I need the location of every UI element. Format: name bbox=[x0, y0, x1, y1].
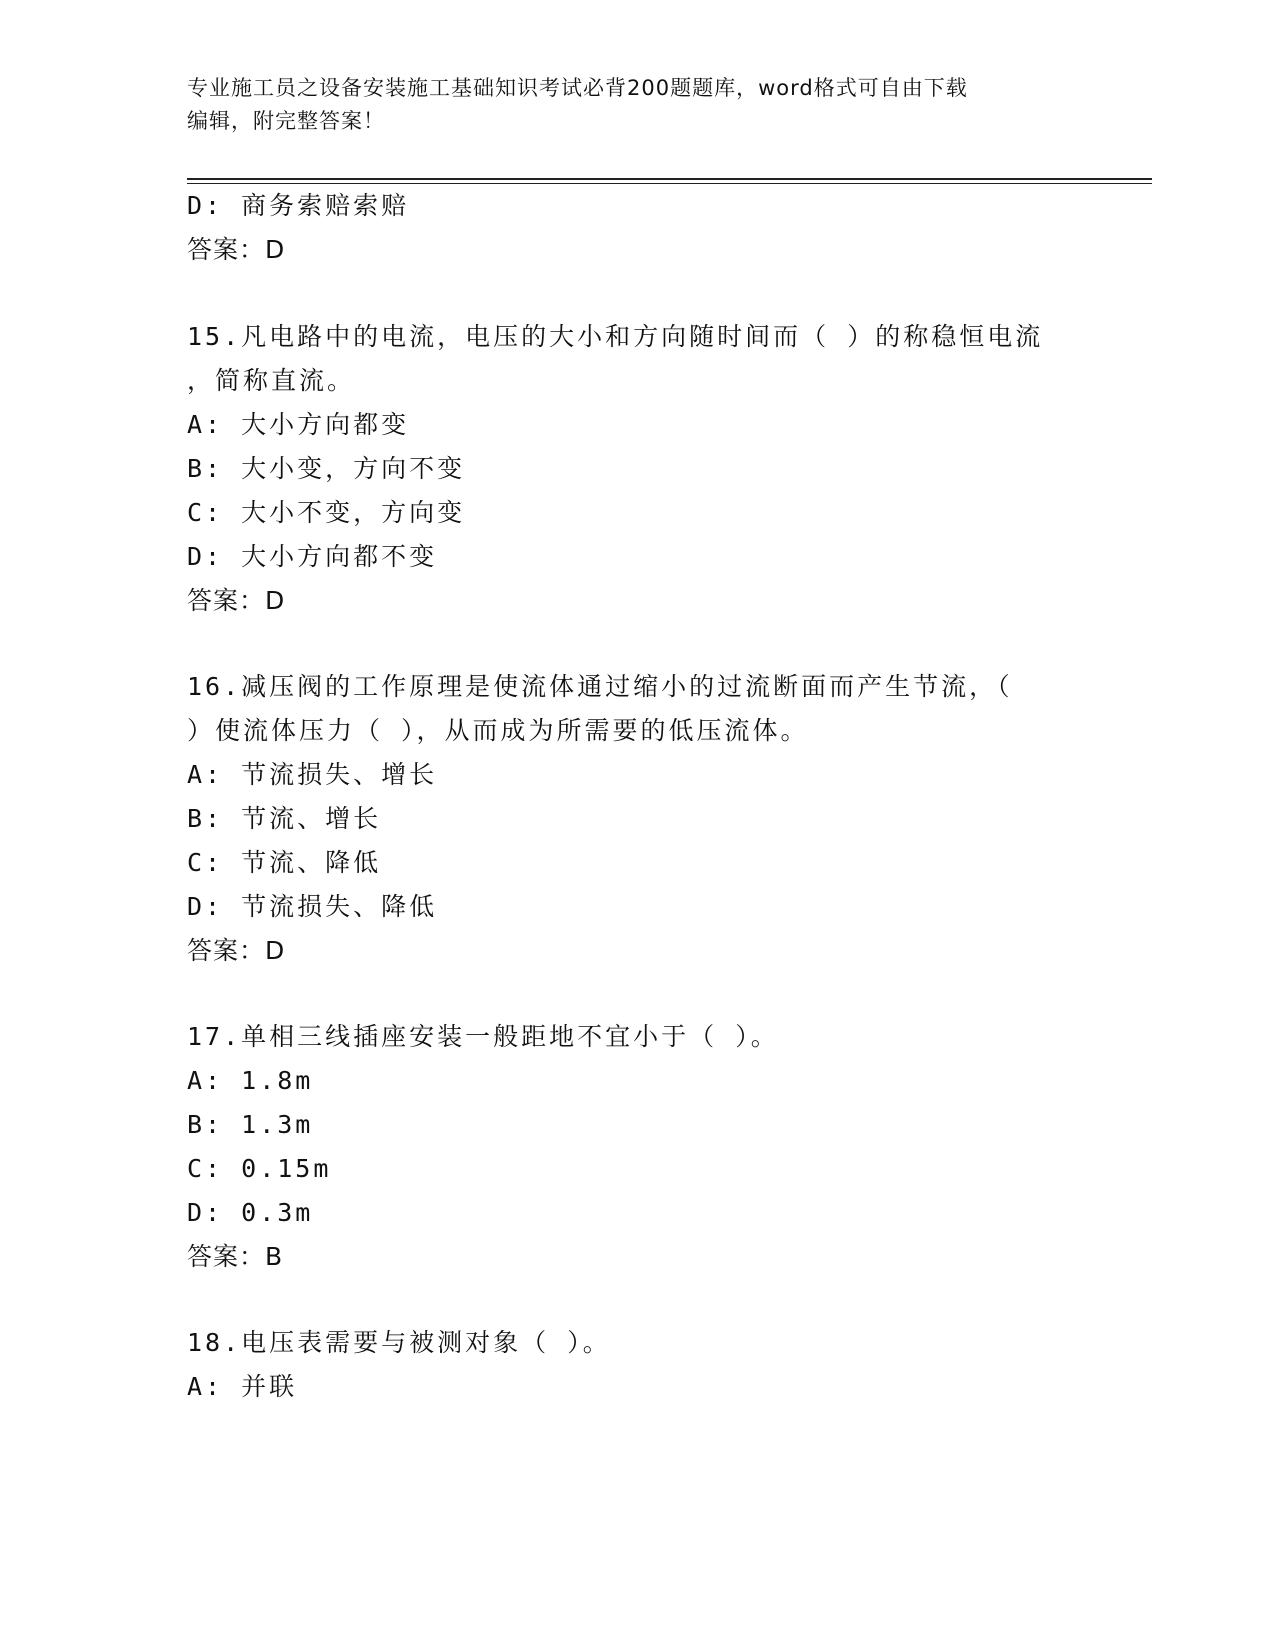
q14-option-d: D: 商务索赔索赔 bbox=[187, 191, 410, 220]
q16-stem-line-2: ）使流体压力（ ），从而成为所需要的低压流体。 bbox=[187, 716, 809, 745]
q14-answer: 答案：D bbox=[187, 235, 286, 264]
q17-option-b: B: 1.3m bbox=[187, 1110, 314, 1139]
q17-answer: 答案：B bbox=[187, 1242, 284, 1271]
document-header bbox=[187, 72, 1087, 138]
q18-option-a: A: 并联 bbox=[187, 1372, 298, 1401]
q16-option-d: D: 节流损失、降低 bbox=[187, 892, 438, 921]
header-divider-thick bbox=[187, 178, 1152, 180]
q16-option-b: B: 节流、增长 bbox=[187, 804, 382, 833]
q17-option-c: C: 0.15m bbox=[187, 1154, 332, 1183]
q18-stem-line-1: 18.电压表需要与被测对象（ ）。 bbox=[187, 1328, 611, 1357]
q15-answer: 答案：D bbox=[187, 586, 286, 615]
q15-option-b: B: 大小变，方向不变 bbox=[187, 454, 466, 483]
q15-stem-line-2: ，简称直流。 bbox=[187, 366, 356, 395]
q16-option-a: A: 节流损失、增长 bbox=[187, 760, 438, 789]
q17-option-a: A: 1.8m bbox=[187, 1066, 314, 1095]
q15-option-d: D: 大小方向都不变 bbox=[187, 542, 438, 571]
q16-answer: 答案：D bbox=[187, 936, 286, 965]
q15-stem-line-1: 15.凡电路中的电流，电压的大小和方向随时间而（ ）的称稳恒电流 bbox=[187, 322, 1044, 351]
q15-option-c: C: 大小不变，方向变 bbox=[187, 498, 466, 527]
header-divider-thin bbox=[187, 183, 1152, 184]
q17-option-d: D: 0.3m bbox=[187, 1198, 314, 1227]
q16-stem-line-1: 16.减压阀的工作原理是使流体通过缩小的过流断面而产生节流，（ bbox=[187, 672, 1013, 701]
header-title-line-2: 编辑，附完整答案！ bbox=[187, 109, 385, 133]
header-title-line-1: 专业施工员之设备安装施工基础知识考试必背200题题库，word格式可自由下载 bbox=[187, 76, 968, 100]
q15-option-a: A: 大小方向都变 bbox=[187, 410, 410, 439]
q17-stem-line-1: 17.单相三线插座安装一般距地不宜小于（ ）。 bbox=[187, 1022, 779, 1051]
q16-option-c: C: 节流、降低 bbox=[187, 848, 382, 877]
